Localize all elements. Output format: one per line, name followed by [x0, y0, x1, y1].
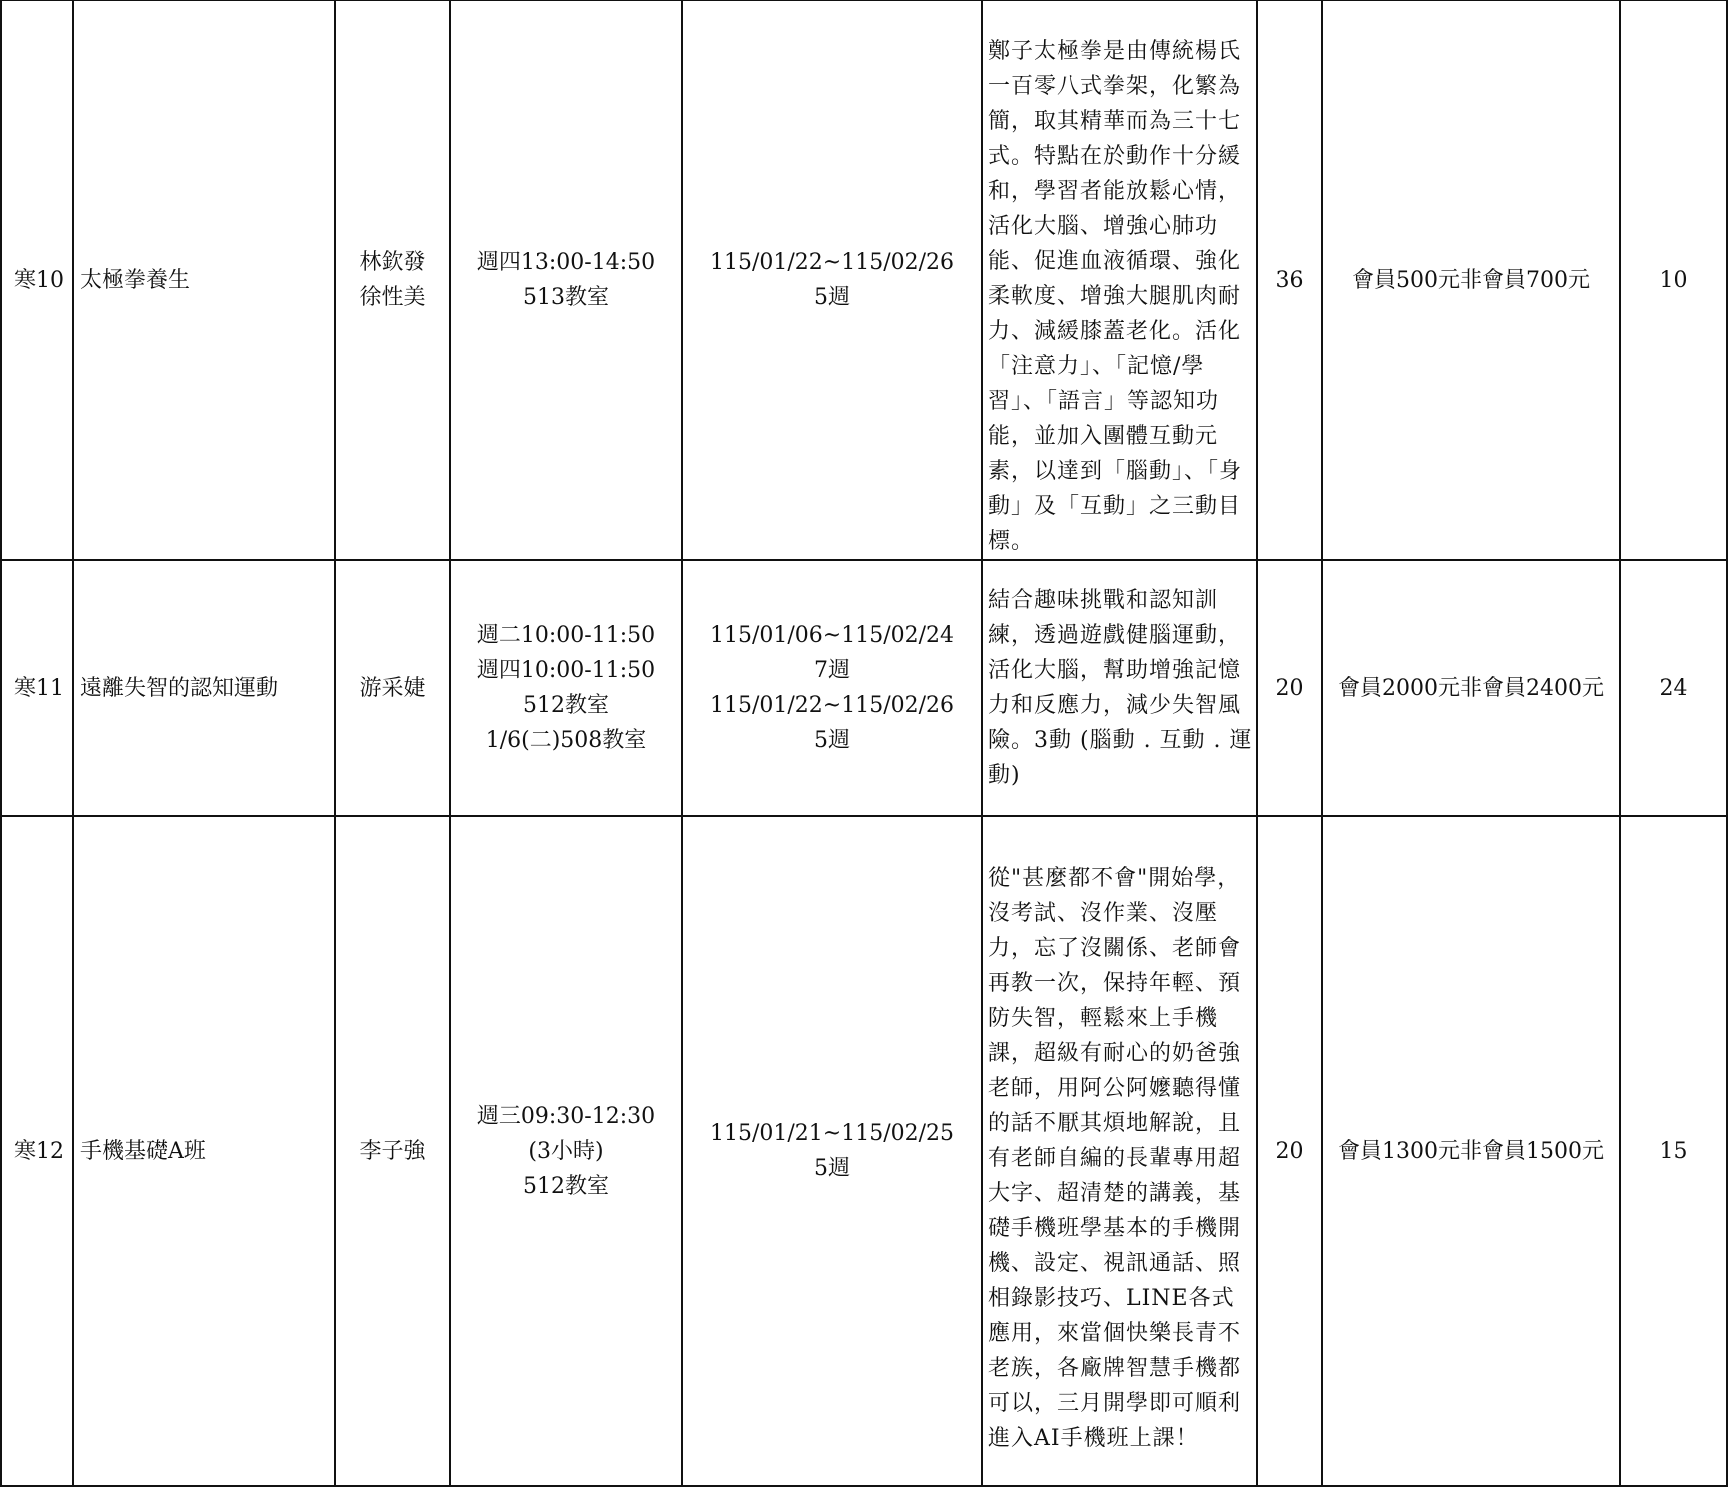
- description-text: 結合趣味挑戰和認知訓練，透過遊戲健腦運動，活化大腦，幫助增強記憶力和反應力，減少失智風險。3動 (腦動 . 互動 . 運動): [988, 588, 1253, 788]
- table-row: [1, 560, 1727, 816]
- schedule-line: 512教室: [523, 693, 609, 718]
- course-id: 寒10: [1, 0, 73, 560]
- course-dates: [682, 816, 982, 1486]
- course-name: 手機基礎A班: [73, 816, 335, 1486]
- table-row: [1, 0, 1727, 560]
- course-hours: 10: [1620, 0, 1727, 560]
- schedule-line: 週四13:00-14:50: [476, 250, 656, 275]
- course-capacity: 36: [1257, 0, 1322, 560]
- date-line: 115/01/22~115/02/26: [709, 693, 955, 718]
- teacher-name: 徐性美: [359, 285, 426, 310]
- date-line: 7週: [814, 658, 850, 683]
- date-line: 5週: [814, 728, 850, 753]
- schedule-line: 週三09:30-12:30: [476, 1103, 656, 1129]
- teacher-name: 李子強: [359, 1138, 426, 1164]
- date-line: 5週: [814, 285, 850, 310]
- course-hours: 15: [1620, 816, 1727, 1486]
- course-teacher: [335, 560, 450, 816]
- description-text: 從"甚麼都不會"開始學，沒考試、沒作業、沒壓力，忘了沒關係、老師會再教一次，保持年輕、預防失智，輕鬆來上手機課，超級有耐心的奶爸強老師，用阿公阿嬤聽得懂的話不厭其煩地解說，且有老師自編的長輩專用超大字、超清楚的講義，基礎手機班學基本的手機開機、設定、視訊通話、照相錄影技巧、LINE各式應用，來當個快樂長青不老族，各廠牌智慧手機都可以，三月開學即可順利進入AI手機班上課！: [988, 866, 1242, 1451]
- table-row: [1, 816, 1727, 1486]
- course-schedule: [450, 0, 682, 560]
- course-name: 太極拳養生: [73, 0, 335, 560]
- date-line: 5週: [814, 1156, 850, 1181]
- course-fee: 會員1300元非會員1500元: [1322, 816, 1620, 1486]
- course-fee: 會員500元非會員700元: [1322, 0, 1620, 560]
- course-description: [982, 816, 1257, 1486]
- schedule-line: (3小時): [528, 1138, 604, 1164]
- course-capacity: 20: [1257, 816, 1322, 1486]
- schedule-line: 週四10:00-11:50: [476, 658, 656, 683]
- schedule-line: 1/6(二)508教室: [485, 728, 647, 753]
- teacher-name: 游采婕: [359, 675, 426, 701]
- course-id: 寒11: [1, 560, 73, 816]
- course-fee: 會員2000元非會員2400元: [1322, 560, 1620, 816]
- course-dates: [682, 0, 982, 560]
- course-dates: [682, 560, 982, 816]
- course-description: [982, 0, 1257, 560]
- date-line: 115/01/06~115/02/24: [709, 623, 955, 648]
- course-name: 遠離失智的認知運動: [73, 560, 335, 816]
- course-teacher: [335, 0, 450, 560]
- course-schedule: [450, 560, 682, 816]
- schedule-line: 512教室: [523, 1173, 609, 1199]
- course-description: [982, 560, 1257, 816]
- course-capacity: 20: [1257, 560, 1322, 816]
- schedule-line: 513教室: [523, 285, 609, 310]
- teacher-name: 林欽發: [359, 250, 426, 275]
- course-schedule: [450, 816, 682, 1486]
- course-id: 寒12: [1, 816, 73, 1486]
- schedule-line: 週二10:00-11:50: [476, 623, 656, 648]
- date-line: 115/01/22~115/02/26: [709, 250, 955, 275]
- course-hours: 24: [1620, 560, 1727, 816]
- course-teacher: [335, 816, 450, 1486]
- date-line: 115/01/21~115/02/25: [709, 1121, 955, 1146]
- description-text: 鄭子太極拳是由傳統楊氏一百零八式拳架，化繁為簡，取其精華而為三十七式。特點在於動作十分緩和，學習者能放鬆心情，活化大腦、增強心肺功能、促進血液循環、強化柔軟度、增強大腿肌肉耐力、減緩膝蓋老化。活化「注意力」、「記憶/學習」、「語言」等認知功能，並加入團體互動元素，以達到「腦動」、「身動」及「互動」之三動目標。: [988, 39, 1243, 554]
